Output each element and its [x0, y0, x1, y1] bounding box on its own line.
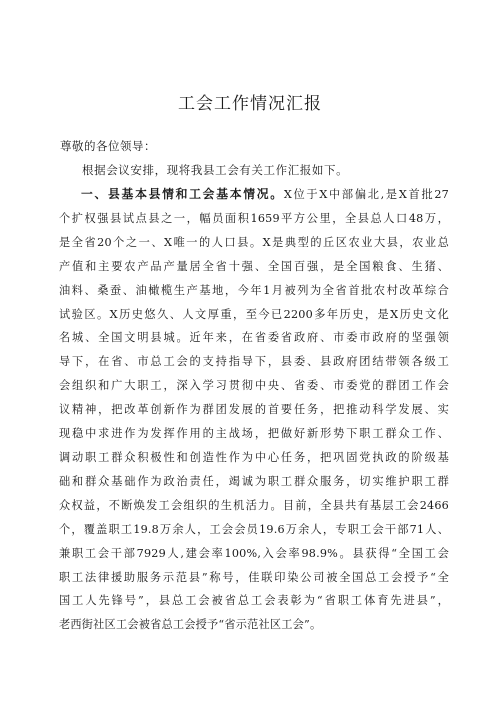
- body-line: 个扩权强县试点县之一，幅员面积1659平方公里，全县总人口48万，: [59, 211, 449, 225]
- body-line: 油料、桑蚕、油橄榄生产基地，今年1月被列为全省首批农村改革综合: [59, 283, 449, 297]
- body-line: 议精神，把改革创新作为群团发展的首要任务，把推动科学发展、实: [59, 403, 449, 417]
- body-line: 兼职工会干部7929人,建会率100%,入会率98.9%。县获得“全国工会: [59, 546, 449, 560]
- section-1-body: [59, 183, 449, 637]
- salutation: 尊敬的各位领导：: [60, 139, 156, 153]
- body-line: 导下，在省、市总工会的支持指导下，县委、县政府团结带领各级工: [59, 355, 449, 369]
- intro-paragraph: 根据会议安排，现将我县工会有关工作汇报如下。: [82, 163, 349, 177]
- body-line: 职工法律援助服务示范县”称号，佳联印染公司被全国总工会授予“全: [59, 570, 449, 584]
- body-line: 国工人先锋号”，县总工会被省总工会表彰为“省职工体育先进县”，: [59, 594, 449, 608]
- body-line: 老西街社区工会被省总工会授予“省示范社区工会”。: [59, 618, 322, 632]
- body-line: 产值和主要农产品产量居全省十强、全国百强，是全国粮食、生猪、: [59, 259, 449, 273]
- body-line: 会组织和广大职工，深入学习贯彻中央、省委、市委党的群团工作会: [59, 379, 449, 393]
- body-line: 现稳中求进作为发挥作用的主战场，把做好新形势下职工群众工作、: [59, 427, 449, 441]
- body-line: 试验区。X历史悠久、人文厚重，至今已2200多年历史，是X历史文化: [59, 307, 449, 321]
- body-line: 础和群众基础作为政治责任，竭诚为职工群众服务，切实维护职工群: [59, 474, 449, 488]
- document-title: 工会工作情况汇报: [178, 94, 322, 114]
- section-heading: 一、县基本县情和工会基本情况。: [81, 187, 284, 201]
- body-line: 个，覆盖职工19.8万余人，工会会员19.6万余人，专职工会干部71人、: [59, 522, 449, 536]
- body-line: 众权益，不断焕发工会组织的生机活力。目前，全县共有基层工会2466: [59, 498, 449, 512]
- body-line: 调动职工群众积极性和创造性作为中心任务，把巩固党执政的阶级基: [59, 450, 449, 464]
- body-line: 是全省20个之一、X唯一的人口县。X是典型的丘区农业大县，农业总: [59, 235, 449, 249]
- body-line: 名城、全国文明县城。近年来，在省委省政府、市委市政府的坚强领: [59, 331, 449, 345]
- body-line-text: X位于X中部偏北,是X首批27: [283, 188, 449, 201]
- body-line: [59, 183, 449, 207]
